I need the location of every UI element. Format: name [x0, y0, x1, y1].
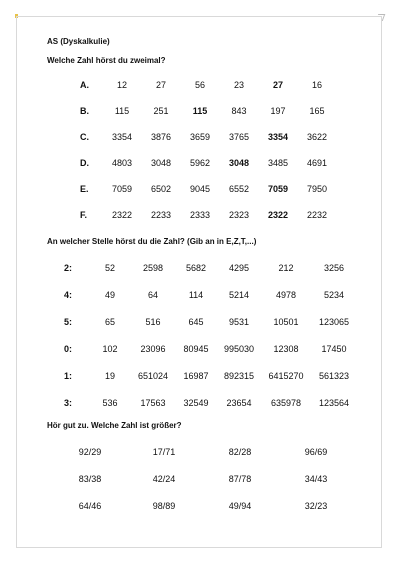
number-cell: 645: [188, 317, 204, 327]
number-cell: 251: [153, 106, 169, 116]
row-label: 3:: [64, 398, 73, 408]
number-cell: 995030: [223, 344, 255, 354]
table-row: [0, 184, 400, 196]
number-cell: 6502: [150, 184, 172, 194]
number-cell: 5962: [189, 158, 211, 168]
number-cell: 52: [104, 263, 115, 273]
row-label: 2:: [64, 263, 73, 273]
number-cell: 2232: [306, 210, 328, 220]
row-label: B.: [80, 106, 89, 116]
number-cell: 9045: [189, 184, 211, 194]
row-label: 5:: [64, 317, 73, 327]
number-cell: 17450: [321, 344, 347, 354]
fraction-pair: 82/28: [228, 447, 252, 457]
number-cell: 6415270: [268, 371, 304, 381]
number-cell: 7950: [306, 184, 328, 194]
number-cell: 516: [145, 317, 161, 327]
number-cell: 3659: [189, 132, 211, 142]
number-cell: 64: [147, 290, 158, 300]
fraction-pair: 83/38: [78, 474, 102, 484]
number-cell: 17563: [140, 398, 166, 408]
number-cell: 114: [188, 290, 204, 300]
table-row: [0, 80, 400, 92]
row-label: C.: [80, 132, 89, 142]
number-cell: 115: [192, 106, 208, 116]
row-label: D.: [80, 158, 89, 168]
row-label: A.: [80, 80, 89, 90]
fraction-pair: 49/94: [228, 501, 252, 511]
number-cell: 2322: [111, 210, 133, 220]
number-cell: 3048: [150, 158, 172, 168]
table-row: [0, 210, 400, 222]
number-cell: 6552: [228, 184, 250, 194]
section2-heading: An welcher Stelle hörst du die Zahl? (Gib an in E,Z,T,...): [47, 237, 257, 246]
number-cell: 212: [278, 263, 294, 273]
row-label: 0:: [64, 344, 73, 354]
number-cell: 561323: [318, 371, 350, 381]
document-title: AS (Dyskalkulie): [47, 37, 110, 46]
table-row: [0, 263, 400, 275]
number-cell: 23: [233, 80, 244, 90]
number-cell: 2333: [189, 210, 211, 220]
table-row: [0, 132, 400, 144]
number-cell: 3765: [228, 132, 250, 142]
number-cell: 123065: [318, 317, 350, 327]
number-cell: 12308: [273, 344, 299, 354]
fraction-pair: 17/71: [152, 447, 176, 457]
number-cell: 12: [116, 80, 127, 90]
number-cell: 49: [104, 290, 115, 300]
fraction-pair: 34/43: [304, 474, 328, 484]
row-label: F.: [80, 210, 88, 220]
number-cell: 3485: [267, 158, 289, 168]
number-cell: 3354: [267, 132, 289, 142]
number-cell: 635978: [270, 398, 302, 408]
section3-heading: Hör gut zu. Welche Zahl ist größer?: [47, 421, 182, 430]
fraction-pair: 92/29: [78, 447, 102, 457]
table-row: [0, 317, 400, 329]
number-cell: 23654: [226, 398, 252, 408]
number-cell: 2323: [228, 210, 250, 220]
table-row: [0, 106, 400, 118]
number-cell: 892315: [223, 371, 255, 381]
number-cell: 16: [311, 80, 322, 90]
number-cell: 3048: [228, 158, 250, 168]
number-cell: 3876: [150, 132, 172, 142]
number-cell: 10501: [273, 317, 299, 327]
number-cell: 2598: [142, 263, 164, 273]
fraction-pair: 96/69: [304, 447, 328, 457]
row-label: 1:: [64, 371, 73, 381]
number-cell: 80945: [183, 344, 209, 354]
number-cell: 843: [231, 106, 247, 116]
number-cell: 3354: [111, 132, 133, 142]
number-cell: 2233: [150, 210, 172, 220]
table-row: [0, 398, 400, 410]
number-cell: 65: [104, 317, 115, 327]
number-cell: 16987: [183, 371, 209, 381]
number-cell: 165: [309, 106, 325, 116]
number-cell: 7059: [111, 184, 133, 194]
table-row: [0, 344, 400, 356]
number-cell: 102: [102, 344, 118, 354]
number-cell: 651024: [137, 371, 169, 381]
number-cell: 4803: [111, 158, 133, 168]
number-cell: 27: [272, 80, 283, 90]
number-cell: 536: [102, 398, 118, 408]
number-cell: 27: [155, 80, 166, 90]
number-cell: 32549: [183, 398, 209, 408]
row-label: 4:: [64, 290, 73, 300]
table-row: [0, 290, 400, 302]
fraction-pair: 87/78: [228, 474, 252, 484]
fraction-pair: 98/89: [152, 501, 176, 511]
row-label: E.: [80, 184, 89, 194]
fraction-pair: 42/24: [152, 474, 176, 484]
number-cell: 3622: [306, 132, 328, 142]
number-cell: 5234: [323, 290, 345, 300]
table-row: [0, 371, 400, 383]
fraction-pair: 64/46: [78, 501, 102, 511]
number-cell: 2322: [267, 210, 289, 220]
number-cell: 9531: [228, 317, 250, 327]
number-cell: 56: [194, 80, 205, 90]
number-cell: 123564: [318, 398, 350, 408]
number-cell: 5214: [228, 290, 250, 300]
document-page: [16, 16, 382, 548]
section1-heading: Welche Zahl hörst du zweimal?: [47, 56, 166, 65]
number-cell: 7059: [267, 184, 289, 194]
number-cell: 4691: [306, 158, 328, 168]
number-cell: 4978: [275, 290, 297, 300]
number-cell: 23096: [140, 344, 166, 354]
number-cell: 115: [114, 106, 130, 116]
number-cell: 4295: [228, 263, 250, 273]
table-row: [0, 158, 400, 170]
number-cell: 19: [104, 371, 115, 381]
number-cell: 197: [270, 106, 286, 116]
number-cell: 5682: [185, 263, 207, 273]
number-cell: 3256: [323, 263, 345, 273]
fraction-pair: 32/23: [304, 501, 328, 511]
